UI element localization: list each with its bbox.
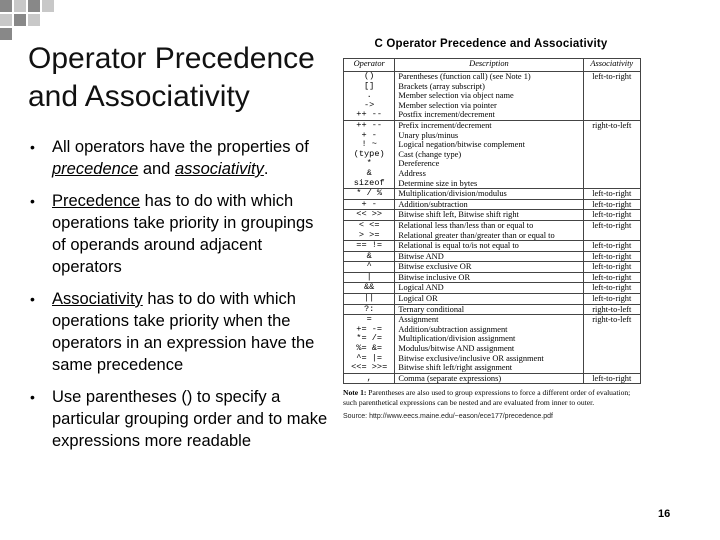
operator-cell bbox=[344, 120, 395, 188]
operator-description: Addition/subtraction bbox=[398, 199, 468, 209]
operator-description: Addition/subtraction assignment bbox=[398, 324, 508, 334]
table-row bbox=[344, 189, 641, 200]
bullet-item bbox=[30, 190, 330, 278]
operator-symbol: << >> bbox=[356, 210, 383, 220]
bullet-item bbox=[30, 288, 330, 376]
term-associativity: Associativity bbox=[52, 290, 143, 308]
bullet-dot-icon: • bbox=[30, 389, 35, 405]
operator-description: Ternary conditional bbox=[398, 304, 465, 314]
associativity-cell bbox=[583, 210, 641, 221]
associativity-cell bbox=[583, 199, 641, 210]
operator-symbol: ^ bbox=[366, 262, 372, 272]
description-cell bbox=[395, 199, 583, 210]
operator-description: Bitwise AND bbox=[398, 251, 444, 261]
bullet-list bbox=[30, 136, 330, 462]
table-row bbox=[344, 251, 641, 262]
operator-description: Postfix increment/decrement bbox=[398, 110, 495, 120]
description-cell bbox=[395, 220, 583, 240]
operator-symbol: ?: bbox=[364, 304, 375, 314]
operator-description: Bitwise shift left/right assignment bbox=[398, 363, 513, 373]
operator-symbol: *= /= bbox=[356, 334, 383, 344]
description-cell bbox=[395, 272, 583, 283]
associativity-value: right-to-left bbox=[592, 315, 632, 325]
source-citation: Source: http://www.eecs.maine.edu/~eason/ece177/precedence.pdf bbox=[343, 412, 553, 420]
header-description: Description bbox=[395, 59, 583, 72]
operator-description: Multiplication/division/modulus bbox=[398, 189, 507, 199]
description-cell bbox=[395, 304, 583, 315]
operator-description: Determine size in bytes bbox=[398, 178, 478, 188]
operator-symbol: sizeof bbox=[353, 178, 385, 188]
table-row bbox=[344, 210, 641, 221]
operator-symbol: [] bbox=[364, 81, 375, 91]
operator-description: Modulus/bitwise AND assignment bbox=[398, 344, 515, 354]
bullet-dot-icon: • bbox=[30, 139, 35, 155]
operator-description: Dereference bbox=[398, 159, 440, 169]
operator-symbol: %= &= bbox=[356, 344, 383, 354]
table-row bbox=[344, 373, 641, 384]
operator-symbol: == != bbox=[356, 241, 383, 251]
operator-symbol: < <= bbox=[358, 220, 380, 230]
associativity-cell bbox=[583, 283, 641, 294]
note-text: Parentheses are also used to group expressions to force a different order of evaluation; such parenthetical expressions can be nested and are evaluated from inner to outer. bbox=[343, 388, 631, 407]
operator-description: Brackets (array subscript) bbox=[398, 81, 485, 91]
operator-description: Bitwise shift left, Bitwise shift right bbox=[398, 210, 519, 220]
bullet-text: Precedence has to do with which operations take priority in groupings of operands around adjacent operators bbox=[52, 192, 314, 276]
reference-title: C Operator Precedence and Associativity bbox=[374, 38, 608, 50]
operator-description: Bitwise exclusive/inclusive OR assignment bbox=[398, 353, 544, 363]
operator-cell bbox=[344, 283, 395, 294]
associativity-value: left-to-right bbox=[592, 272, 632, 282]
bullet-text: Associativity has to do with which operations take priority when the operators in an expression have the same precedence bbox=[52, 290, 315, 374]
associativity-cell bbox=[583, 304, 641, 315]
precedence-table bbox=[343, 58, 641, 384]
operator-symbol: (type) bbox=[353, 149, 385, 159]
operator-description: Parentheses (function call) (see Note 1) bbox=[398, 72, 531, 81]
term-precedence: precedence bbox=[52, 160, 139, 178]
term-associativity: associativity bbox=[174, 160, 264, 178]
operator-cell bbox=[344, 251, 395, 262]
operator-description: Member selection via pointer bbox=[398, 100, 497, 110]
associativity-cell bbox=[583, 251, 641, 262]
operator-description: Multiplication/division assignment bbox=[398, 334, 516, 344]
operator-description: Logical OR bbox=[398, 294, 438, 304]
operator-cell bbox=[344, 72, 395, 121]
operator-cell bbox=[344, 189, 395, 200]
operator-reference bbox=[340, 38, 642, 420]
operator-description: Cast (change type) bbox=[398, 149, 462, 159]
operator-symbol: ++ -- bbox=[356, 120, 383, 130]
table-row bbox=[344, 199, 641, 210]
associativity-cell bbox=[583, 315, 641, 374]
table-body bbox=[344, 72, 641, 384]
operator-cell bbox=[344, 199, 395, 210]
associativity-cell bbox=[583, 272, 641, 283]
table-row bbox=[344, 315, 641, 374]
operator-cell bbox=[344, 262, 395, 273]
page-number: 16 bbox=[658, 508, 671, 520]
associativity-value: right-to-left bbox=[592, 304, 632, 314]
bullet-item bbox=[30, 136, 330, 180]
operator-description: Address bbox=[398, 168, 426, 178]
operator-symbol: | bbox=[366, 272, 372, 282]
associativity-value: right-to-left bbox=[592, 120, 632, 130]
associativity-value: left-to-right bbox=[592, 294, 632, 304]
bullet-dot-icon: • bbox=[30, 193, 35, 209]
associativity-value: left-to-right bbox=[592, 241, 632, 251]
operator-cell bbox=[344, 210, 395, 221]
table-row bbox=[344, 220, 641, 240]
bullet-text: All operators have the properties of precedence and associativity. bbox=[52, 138, 309, 178]
operator-description: Relational greater than/greater than or equal to bbox=[398, 230, 555, 240]
operator-cell bbox=[344, 304, 395, 315]
description-cell bbox=[395, 373, 583, 384]
operator-description: Unary plus/minus bbox=[398, 130, 459, 140]
associativity-value: left-to-right bbox=[592, 373, 632, 383]
operator-description: Comma (separate expressions) bbox=[398, 373, 502, 383]
operator-cell bbox=[344, 241, 395, 252]
description-cell bbox=[395, 315, 583, 374]
operator-symbol: ! ~ bbox=[361, 140, 377, 150]
associativity-cell bbox=[583, 373, 641, 384]
table-row bbox=[344, 272, 641, 283]
associativity-cell bbox=[583, 120, 641, 188]
corner-decoration bbox=[0, 0, 80, 42]
description-cell bbox=[395, 251, 583, 262]
operator-description: Assignment bbox=[398, 315, 439, 325]
slide-title-line-2: and Associativity bbox=[28, 80, 250, 113]
associativity-value: left-to-right bbox=[592, 72, 632, 81]
operator-symbol: ^= |= bbox=[356, 353, 383, 363]
operator-symbol: . bbox=[366, 91, 372, 101]
operator-symbol: () bbox=[364, 72, 375, 81]
description-cell bbox=[395, 262, 583, 273]
operator-description: Member selection via object name bbox=[398, 91, 514, 101]
operator-symbol: & bbox=[366, 251, 372, 261]
bullet-dot-icon: • bbox=[30, 291, 35, 307]
operator-symbol: <<= >>= bbox=[351, 363, 388, 373]
associativity-value: left-to-right bbox=[592, 283, 632, 293]
header-associativity: Associativity bbox=[583, 59, 641, 72]
operator-cell bbox=[344, 272, 395, 283]
associativity-value: left-to-right bbox=[592, 251, 632, 261]
associativity-cell bbox=[583, 241, 641, 252]
operator-description: Prefix increment/decrement bbox=[398, 120, 492, 130]
associativity-value: left-to-right bbox=[592, 189, 632, 199]
term-precedence: Precedence bbox=[52, 192, 141, 210]
operator-description: Relational less than/less than or equal to bbox=[398, 220, 534, 230]
associativity-value: left-to-right bbox=[592, 199, 632, 209]
associativity-value: left-to-right bbox=[592, 220, 632, 230]
operator-symbol: ++ -- bbox=[356, 110, 383, 120]
table-row bbox=[344, 283, 641, 294]
operator-symbol: && bbox=[364, 283, 375, 293]
slide-title-line-1: Operator Precedence bbox=[28, 42, 315, 75]
table-row bbox=[344, 304, 641, 315]
operator-symbol: + - bbox=[361, 199, 377, 209]
table-row bbox=[344, 294, 641, 305]
associativity-cell bbox=[583, 189, 641, 200]
associativity-value: left-to-right bbox=[592, 210, 632, 220]
operator-cell bbox=[344, 220, 395, 240]
table-row bbox=[344, 241, 641, 252]
operator-description: Relational is equal to/is not equal to bbox=[398, 241, 519, 251]
table-row bbox=[344, 120, 641, 188]
description-cell bbox=[395, 294, 583, 305]
description-cell bbox=[395, 189, 583, 200]
header-operator: Operator bbox=[344, 59, 395, 72]
operator-symbol: * / % bbox=[356, 189, 383, 199]
operator-cell bbox=[344, 315, 395, 374]
slide-title bbox=[28, 40, 348, 116]
operator-symbol: -> bbox=[364, 100, 375, 110]
description-cell bbox=[395, 72, 583, 121]
operator-description: Logical AND bbox=[398, 283, 444, 293]
operator-symbol: * bbox=[366, 159, 372, 169]
description-cell bbox=[395, 210, 583, 221]
associativity-cell bbox=[583, 72, 641, 121]
operator-symbol: += -= bbox=[356, 324, 383, 334]
table-note bbox=[343, 388, 641, 407]
operator-symbol: & bbox=[366, 168, 372, 178]
operator-description: Bitwise exclusive OR bbox=[398, 262, 472, 272]
operator-symbol: + - bbox=[361, 130, 377, 140]
description-cell bbox=[395, 120, 583, 188]
operator-symbol: || bbox=[364, 294, 375, 304]
description-cell bbox=[395, 241, 583, 252]
associativity-cell bbox=[583, 220, 641, 240]
table-row bbox=[344, 262, 641, 273]
table-row bbox=[344, 72, 641, 121]
bullet-text: Use parentheses () to specify a particular grouping order and to make expressions more readable bbox=[52, 388, 328, 450]
operator-cell bbox=[344, 373, 395, 384]
operator-description: Bitwise inclusive OR bbox=[398, 272, 471, 282]
operator-description: Logical negation/bitwise complement bbox=[398, 140, 525, 150]
bullet-item bbox=[30, 386, 330, 452]
operator-symbol: > >= bbox=[358, 230, 380, 240]
associativity-cell bbox=[583, 294, 641, 305]
operator-symbol: = bbox=[366, 315, 372, 325]
associativity-value: left-to-right bbox=[592, 262, 632, 272]
note-label: Note 1: bbox=[343, 388, 367, 398]
associativity-cell bbox=[583, 262, 641, 273]
description-cell bbox=[395, 283, 583, 294]
operator-cell bbox=[344, 294, 395, 305]
operator-symbol: , bbox=[366, 373, 372, 383]
table-header-row bbox=[344, 59, 641, 72]
